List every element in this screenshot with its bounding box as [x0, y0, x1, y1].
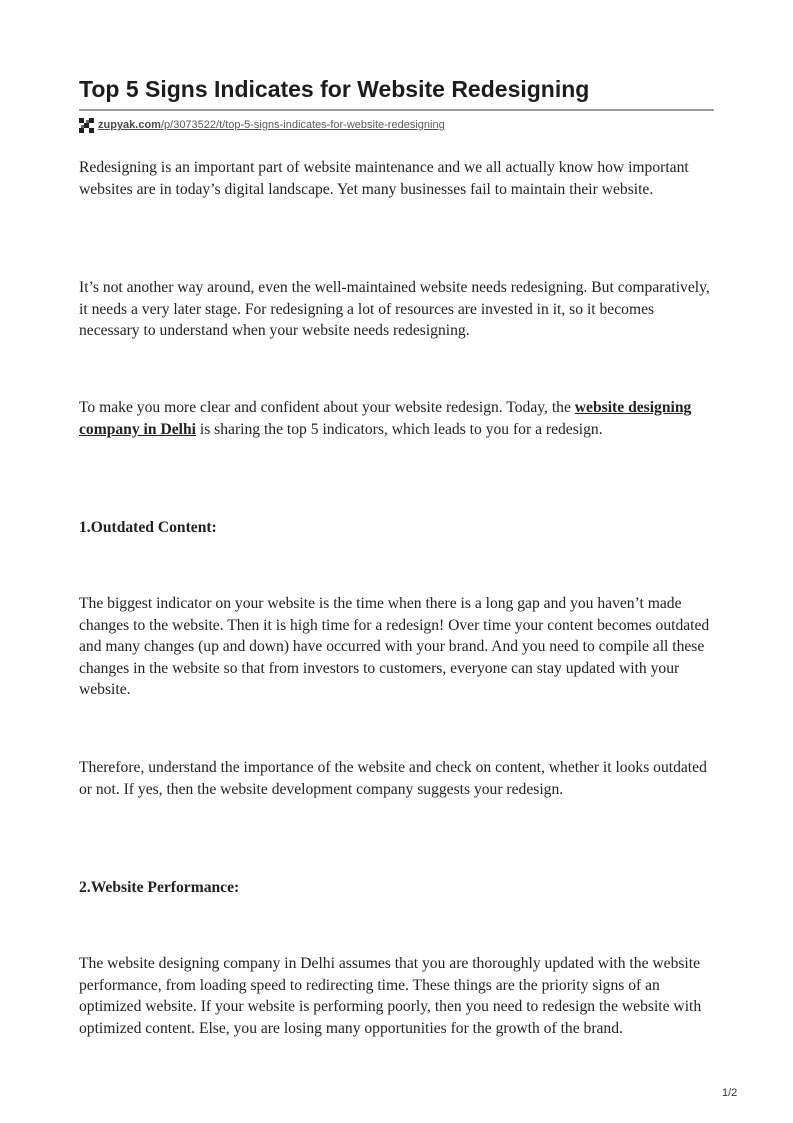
paragraph-indicators-intro [79, 397, 714, 440]
heading-outdated-content: 1.Outdated Content: [79, 519, 217, 536]
page-number: 1/2 [722, 1087, 738, 1099]
paragraph-website-performance: The website designing company in Delhi assumes that you are thoroughly updated with the website performance, from loading speed to redirecting time. These things are the priority signs of an optimized website. If your website is performing poorly, then you need to redesign the website with optimized content. Else, you are losing many opportunities for the growth of the brand. [79, 955, 702, 1037]
heading-website-performance: 2.Website Performance: [79, 879, 240, 896]
paragraph-outdated-content: The biggest indicator on your website is the time when there is a long gap and you haven’t made changes to the website. Then it is high time for a redesign! Over time your content becomes outdated and many changes (up and down) have occurred with your brand. And you need to compile all these changes in the website so that from investors to customers, everyone can stay updated with your website. [79, 595, 710, 699]
paragraph-redesign-need: It’s not another way around, even the well-maintained website needs redesigning. But comparatively, it needs a very later stage. For redesigning a lot of resources are invested in it, so it becomes necessary to understand when your website needs redesigning. [79, 279, 710, 340]
zupyak-logo-icon [79, 118, 94, 133]
paragraph-check-content: Therefore, understand the importance of the website and check on content, whether it looks outdated or not. If yes, then the website development company suggests your redesign. [79, 759, 707, 798]
paragraph-intro: Redesigning is an important part of website maintenance and we all actually know how important websites are in today’s digital landscape. Yet many businesses fail to maintain their website. [79, 159, 689, 198]
title-divider [79, 109, 714, 111]
source-domain: zupyak.com [98, 119, 161, 131]
page-title: Top 5 Signs Indicates for Website Redesigning [79, 76, 590, 102]
source-path: /p/3073522/t/top-5-signs-indicates-for-website-redesigning [160, 119, 445, 131]
source-link[interactable] [98, 119, 445, 131]
paragraph-text-after-link: is sharing the top 5 indicators, which leads to you for a redesign. [195, 420, 603, 438]
paragraph-text-before-link: To make you more clear and confident about your website redesign. Today, the [79, 399, 575, 416]
website-designing-company-link[interactable]: website designing company in Delhi [79, 399, 692, 438]
source-link-row [79, 117, 445, 133]
